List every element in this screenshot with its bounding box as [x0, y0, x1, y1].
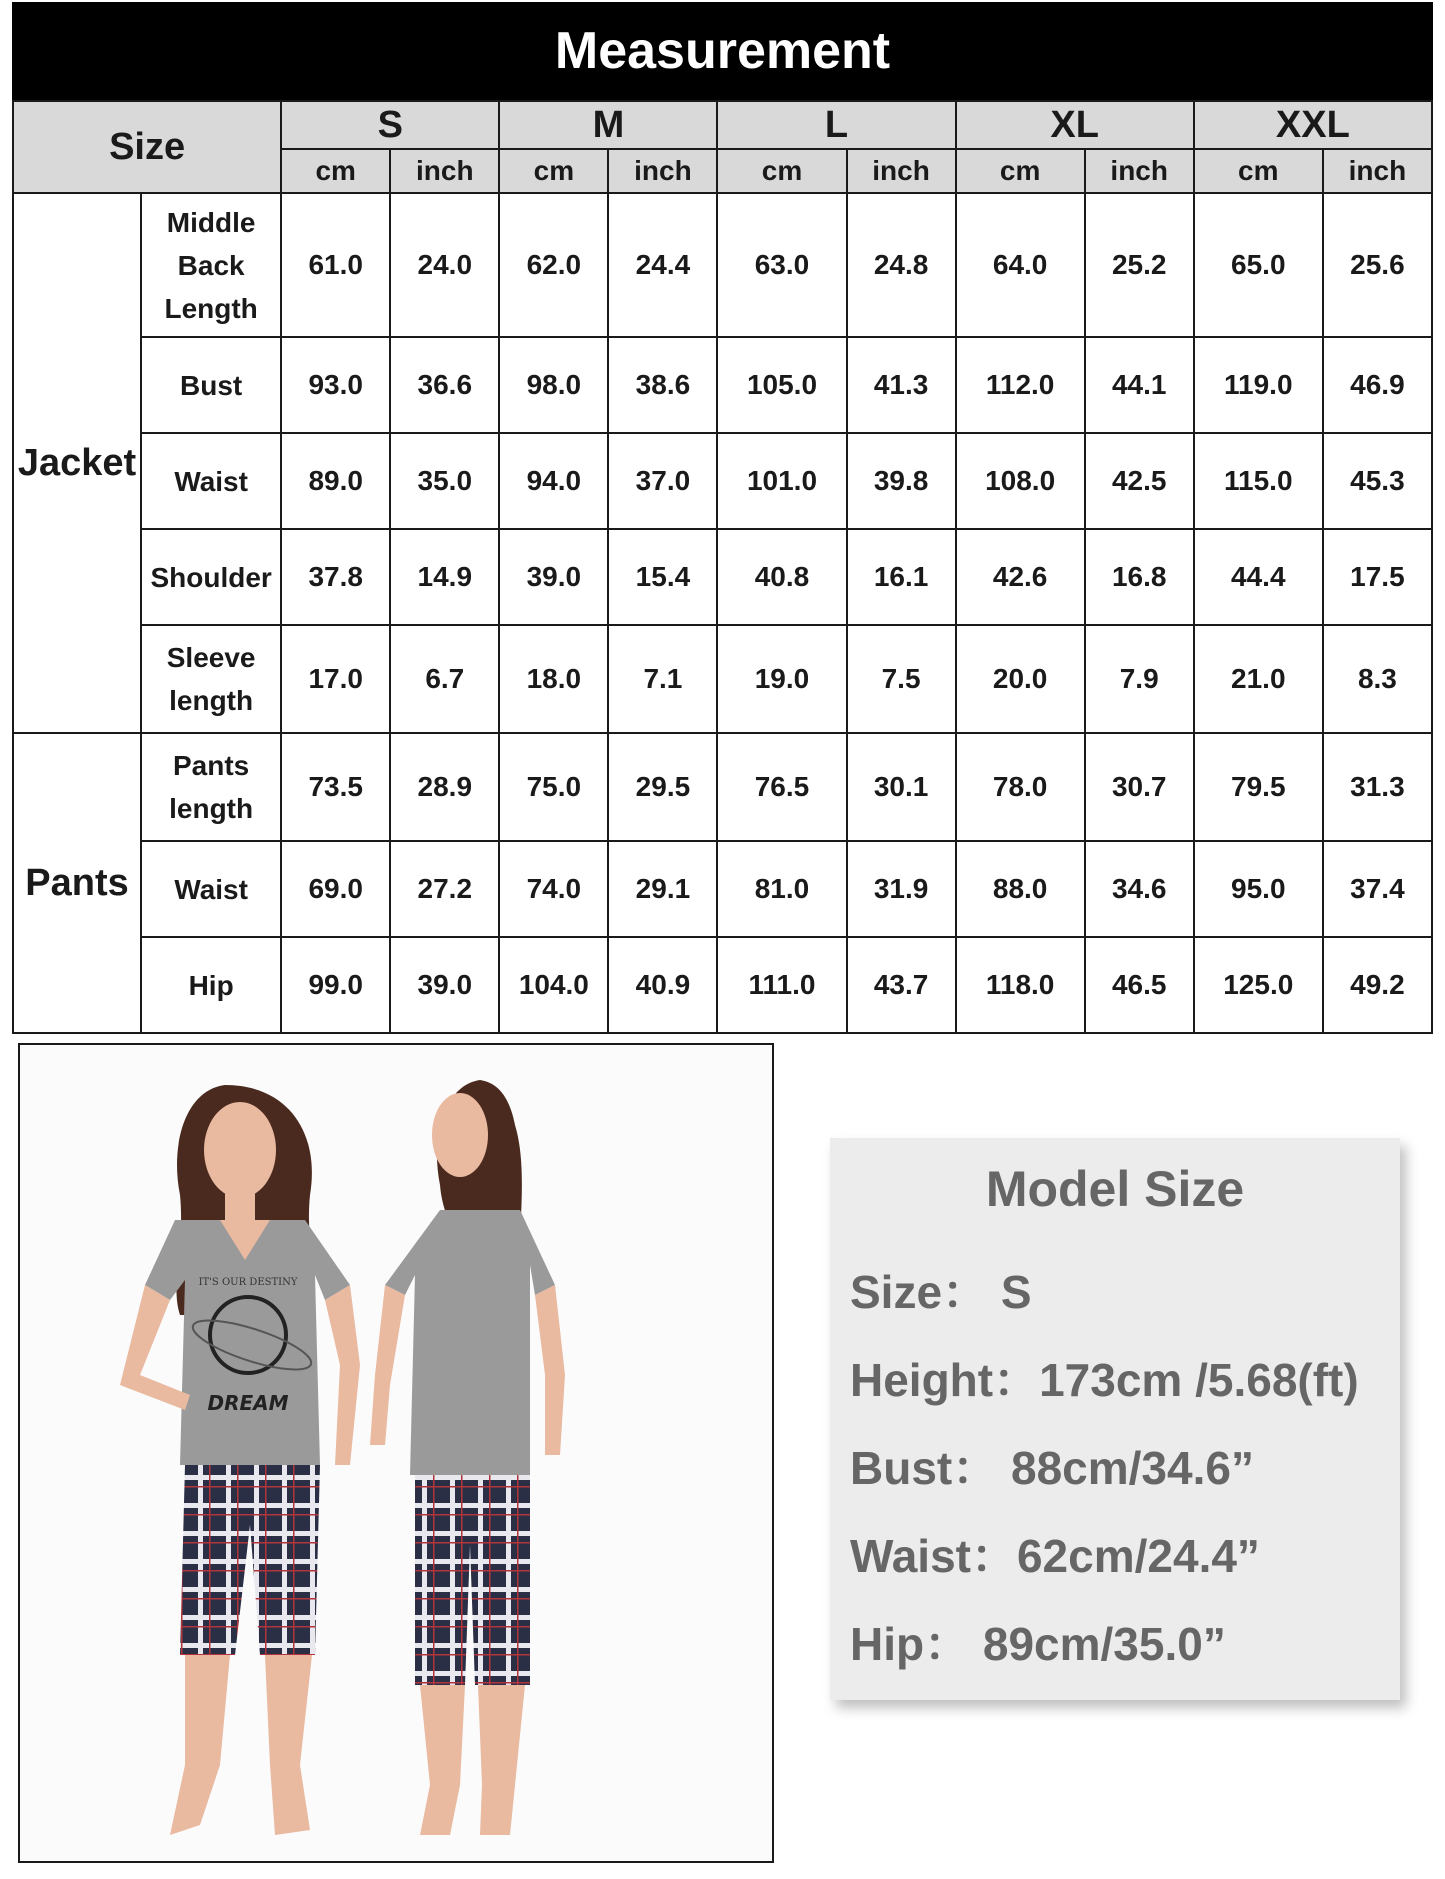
value-cell: 35.0: [390, 433, 499, 529]
row-label: Sleeve length: [141, 625, 281, 733]
value-cell: 6.7: [390, 625, 499, 733]
value-cell: 37.4: [1323, 841, 1432, 937]
value-cell: 8.3: [1323, 625, 1432, 733]
value-cell: 25.6: [1323, 193, 1432, 337]
value-cell: 37.0: [608, 433, 717, 529]
value-cell: 119.0: [1194, 337, 1323, 433]
value-cell: 30.1: [847, 733, 956, 841]
table-row: [13, 529, 1432, 625]
size-l-header: L: [717, 101, 955, 149]
value-cell: 7.5: [847, 625, 956, 733]
unit-cm-header: cm: [281, 149, 390, 193]
row-label: Shoulder: [141, 529, 281, 625]
value-cell: 29.1: [608, 841, 717, 937]
row-label: Bust: [141, 337, 281, 433]
table-row: [13, 193, 1432, 337]
value-cell: 24.0: [390, 193, 499, 337]
value-cell: 14.9: [390, 529, 499, 625]
value-cell: 29.5: [608, 733, 717, 841]
unit-cm-header: cm: [717, 149, 846, 193]
shirt-print-top: IT'S OUR DESTINY: [198, 1277, 298, 1288]
value-cell: 18.0: [499, 625, 608, 733]
value-cell: 44.4: [1194, 529, 1323, 625]
value-cell: 49.2: [1323, 937, 1432, 1033]
model-figures: [20, 1045, 772, 1861]
value-cell: 79.5: [1194, 733, 1323, 841]
value-cell: 93.0: [281, 337, 390, 433]
section-jacket: Jacket: [13, 193, 141, 733]
value-cell: 46.5: [1085, 937, 1194, 1033]
row-label: Hip: [141, 937, 281, 1033]
table-title: Measurement: [12, 2, 1433, 100]
row-label: Waist: [141, 841, 281, 937]
value-cell: 31.3: [1323, 733, 1432, 841]
value-cell: 74.0: [499, 841, 608, 937]
value-cell: 111.0: [717, 937, 846, 1033]
front-model: [120, 1085, 360, 1835]
value-cell: 25.2: [1085, 193, 1194, 337]
model-height-line: Height：173cm /5.68(ft): [850, 1354, 1359, 1406]
size-xl-header: XL: [956, 101, 1194, 149]
value-cell: 105.0: [717, 337, 846, 433]
value-cell: 41.3: [847, 337, 956, 433]
value-cell: 112.0: [956, 337, 1085, 433]
unit-cm-header: cm: [1194, 149, 1323, 193]
table-row: [13, 433, 1432, 529]
table-row: [13, 337, 1432, 433]
value-cell: 62.0: [499, 193, 608, 337]
row-label: Pants length: [141, 733, 281, 841]
model-waist-line: Waist：62cm/24.4”: [850, 1530, 1260, 1582]
row-label: Waist: [141, 433, 281, 529]
unit-cm-header: cm: [956, 149, 1085, 193]
value-cell: 104.0: [499, 937, 608, 1033]
value-cell: 36.6: [390, 337, 499, 433]
value-cell: 101.0: [717, 433, 846, 529]
value-cell: 76.5: [717, 733, 846, 841]
value-cell: 64.0: [956, 193, 1085, 337]
value-cell: 81.0: [717, 841, 846, 937]
value-cell: 34.6: [1085, 841, 1194, 937]
table-row: [13, 625, 1432, 733]
value-cell: 27.2: [390, 841, 499, 937]
value-cell: 88.0: [956, 841, 1085, 937]
value-cell: 39.8: [847, 433, 956, 529]
model-size-line: Size： S: [850, 1266, 1032, 1318]
size-s-header: S: [281, 101, 499, 149]
value-cell: 15.4: [608, 529, 717, 625]
value-cell: 16.8: [1085, 529, 1194, 625]
value-cell: 98.0: [499, 337, 608, 433]
size-chart-table: [12, 100, 1433, 1034]
value-cell: 75.0: [499, 733, 608, 841]
value-cell: 24.4: [608, 193, 717, 337]
value-cell: 24.8: [847, 193, 956, 337]
row-label: Middle Back Length: [141, 193, 281, 337]
value-cell: 89.0: [281, 433, 390, 529]
table-row: [13, 841, 1432, 937]
value-cell: 63.0: [717, 193, 846, 337]
value-cell: 7.9: [1085, 625, 1194, 733]
value-cell: 30.7: [1085, 733, 1194, 841]
value-cell: 115.0: [1194, 433, 1323, 529]
value-cell: 108.0: [956, 433, 1085, 529]
value-cell: 37.8: [281, 529, 390, 625]
model-bust-line: Bust： 88cm/34.6”: [850, 1442, 1254, 1494]
value-cell: 43.7: [847, 937, 956, 1033]
value-cell: 73.5: [281, 733, 390, 841]
value-cell: 46.9: [1323, 337, 1432, 433]
unit-inch-header: inch: [1323, 149, 1432, 193]
value-cell: 16.1: [847, 529, 956, 625]
value-cell: 39.0: [499, 529, 608, 625]
value-cell: 94.0: [499, 433, 608, 529]
unit-inch-header: inch: [1085, 149, 1194, 193]
value-cell: 61.0: [281, 193, 390, 337]
unit-cm-header: cm: [499, 149, 608, 193]
value-cell: 44.1: [1085, 337, 1194, 433]
value-cell: 21.0: [1194, 625, 1323, 733]
value-cell: 7.1: [608, 625, 717, 733]
model-hip-line: Hip： 89cm/35.0”: [850, 1618, 1226, 1670]
value-cell: 20.0: [956, 625, 1085, 733]
value-cell: 99.0: [281, 937, 390, 1033]
value-cell: 95.0: [1194, 841, 1323, 937]
value-cell: 19.0: [717, 625, 846, 733]
table-row: [13, 937, 1432, 1033]
value-cell: 31.9: [847, 841, 956, 937]
value-cell: 40.9: [608, 937, 717, 1033]
section-pants: Pants: [13, 733, 141, 1033]
value-cell: 45.3: [1323, 433, 1432, 529]
model-card-title: Model Size: [985, 1161, 1245, 1217]
unit-inch-header: inch: [847, 149, 956, 193]
size-header: Size: [13, 101, 281, 193]
value-cell: 42.5: [1085, 433, 1194, 529]
size-xxl-header: XXL: [1194, 101, 1432, 149]
value-cell: 42.6: [956, 529, 1085, 625]
value-cell: 39.0: [390, 937, 499, 1033]
value-cell: 28.9: [390, 733, 499, 841]
value-cell: 118.0: [956, 937, 1085, 1033]
value-cell: 78.0: [956, 733, 1085, 841]
back-model: [370, 1080, 565, 1835]
value-cell: 65.0: [1194, 193, 1323, 337]
model-size-card: [830, 1138, 1400, 1700]
value-cell: 69.0: [281, 841, 390, 937]
unit-inch-header: inch: [608, 149, 717, 193]
shirt-print-bottom: DREAM: [207, 1391, 289, 1415]
value-cell: 17.5: [1323, 529, 1432, 625]
value-cell: 125.0: [1194, 937, 1323, 1033]
value-cell: 38.6: [608, 337, 717, 433]
unit-inch-header: inch: [390, 149, 499, 193]
table-row: [13, 733, 1432, 841]
value-cell: 40.8: [717, 529, 846, 625]
model-photo: [18, 1043, 774, 1863]
size-m-header: M: [499, 101, 717, 149]
value-cell: 17.0: [281, 625, 390, 733]
